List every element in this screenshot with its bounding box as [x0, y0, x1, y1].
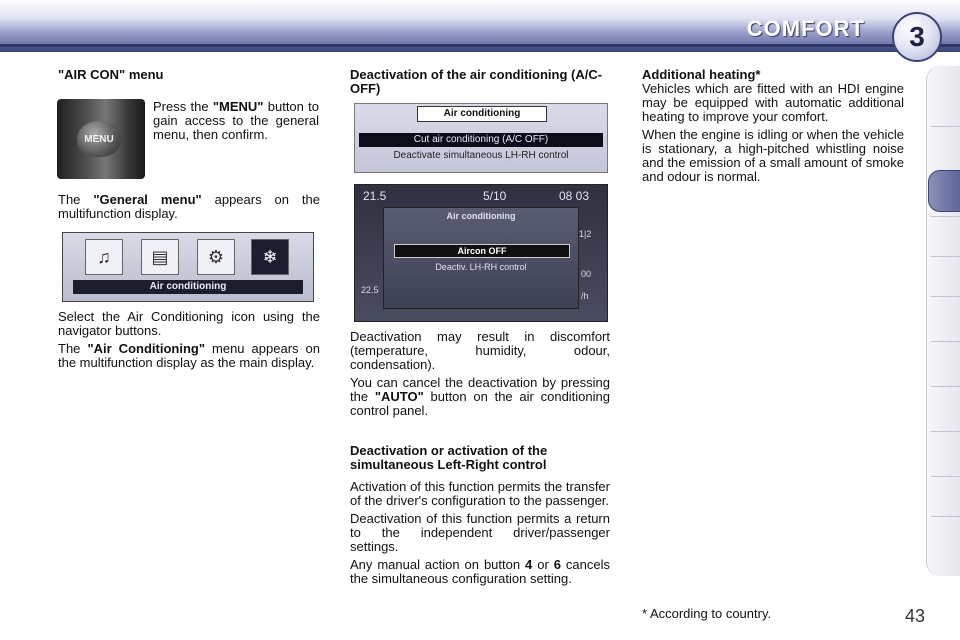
- column-deactivation: [350, 68, 610, 96]
- screen-selection-bar: Air conditioning: [73, 280, 303, 294]
- text: menu appears on the multifunction display as the main display.: [58, 341, 321, 370]
- air-con-select-text: [58, 310, 320, 374]
- section-heading: "AIR CON" menu: [58, 67, 164, 82]
- paragraph: Select the Air Conditioning icon using the navigator buttons.: [58, 309, 320, 338]
- bold-text: "General menu": [93, 192, 202, 207]
- side-tab-divider: [931, 516, 960, 517]
- paragraph: [58, 193, 320, 221]
- display-menu-panel: [383, 207, 579, 309]
- section-heading: Deactivation of the air conditioning (A/C-OFF): [350, 67, 603, 96]
- menu-instructions: [153, 100, 319, 146]
- text: The: [58, 341, 88, 356]
- deactivation-text: [350, 330, 610, 422]
- paragraph: Vehicles which are fitted with an HDI engine may be equipped with automatic additional heating to improve your comfort.: [642, 81, 904, 124]
- column-additional-heating: [642, 68, 904, 188]
- page-number: 43: [905, 606, 926, 626]
- bold-text: 4: [525, 557, 533, 572]
- radio-icon: ▤: [141, 239, 179, 275]
- paragraph: Activation of this function permits the transfer of the driver's configuration to the passenger.: [350, 479, 610, 508]
- media-icon: ♫: [85, 239, 123, 275]
- general-menu-text: [58, 193, 320, 225]
- paragraph: [58, 342, 320, 370]
- display-clock: 08 03: [559, 189, 590, 203]
- paragraph: [350, 376, 610, 418]
- text: or: [532, 557, 554, 572]
- display-side-value: 22.5: [361, 285, 379, 295]
- side-tab-active-chapter[interactable]: [928, 170, 960, 212]
- side-tab-divider: [931, 341, 960, 342]
- bold-text: 6: [553, 557, 561, 572]
- display-side-value: 00: [581, 269, 592, 279]
- chapter-number-badge: 3: [892, 12, 942, 62]
- menu-button-label: MENU: [77, 121, 121, 157]
- section-heading: Deactivation or activation of the simultaneous Left-Right control: [350, 443, 548, 472]
- text: button on the air conditioning control panel.: [350, 389, 610, 418]
- left-right-section: [350, 444, 610, 590]
- side-tab-divider: [931, 256, 960, 257]
- ac-menu-screen: [354, 103, 608, 173]
- bold-text: "Air Conditioning": [87, 341, 205, 356]
- screen-selected-item: Cut air conditioning (A/C OFF): [359, 133, 603, 147]
- text: Press the: [153, 99, 213, 114]
- display-side-value: /h: [581, 291, 589, 301]
- text: Any manual action on button: [350, 557, 526, 572]
- display-selected-item: Aircon OFF: [394, 244, 570, 258]
- text: appears on the multifunction display.: [58, 192, 320, 221]
- display-counter: 5/10: [483, 189, 507, 203]
- bold-text: "AUTO": [374, 389, 424, 404]
- paragraph: [350, 558, 610, 586]
- display-menu-title: Air conditioning: [446, 211, 516, 221]
- paragraph: Deactivation may result in discomfort (temperature, humidity, odour, condensation).: [350, 329, 610, 372]
- side-tab-divider: [931, 431, 960, 432]
- bold-text: "MENU": [212, 99, 264, 114]
- general-menu-screen: [62, 232, 314, 302]
- display-option: Deactiv. LH-RH control: [435, 262, 527, 272]
- side-tab-strip: [926, 66, 960, 576]
- menu-button-photo: [57, 99, 145, 179]
- paragraph: When the engine is idling or when the vehicle is stationary, a high-pitched whistling noise and the emission of a small amount of smoke and odour is normal.: [642, 127, 904, 184]
- text: The: [58, 192, 94, 207]
- header-rule: [0, 44, 960, 47]
- text: button to gain access to the general menu, then confirm.: [153, 99, 319, 142]
- side-tab-divider: [931, 476, 960, 477]
- column-air-con-menu: [58, 68, 320, 82]
- paragraph: [153, 100, 319, 142]
- footnote: * According to country.: [642, 606, 772, 621]
- screen-title: Air conditioning: [417, 106, 547, 122]
- multifunction-display-screen: [354, 184, 608, 322]
- side-tab-divider: [931, 216, 960, 217]
- section-heading: Additional heating*: [642, 67, 761, 82]
- air-conditioning-icon: ❄: [251, 239, 289, 275]
- settings-sliders-icon: ⚙: [197, 239, 235, 275]
- page-header: [0, 0, 960, 52]
- text: You can cancel the deactivation by pressing the: [350, 375, 610, 404]
- side-tab-divider: [931, 296, 960, 297]
- screen-option: Deactivate simultaneous LH-RH control: [393, 150, 569, 161]
- paragraph: Deactivation of this function permits a return to the independent driver/passenger settings.: [350, 511, 610, 554]
- chapter-title: COMFORT: [746, 16, 865, 41]
- display-temperature: 21.5: [363, 189, 387, 203]
- text: cancels the simultaneous configuration setting.: [350, 557, 610, 586]
- side-tab-divider: [931, 126, 960, 127]
- side-tab-divider: [931, 386, 960, 387]
- display-side-value: 1|2: [579, 229, 592, 239]
